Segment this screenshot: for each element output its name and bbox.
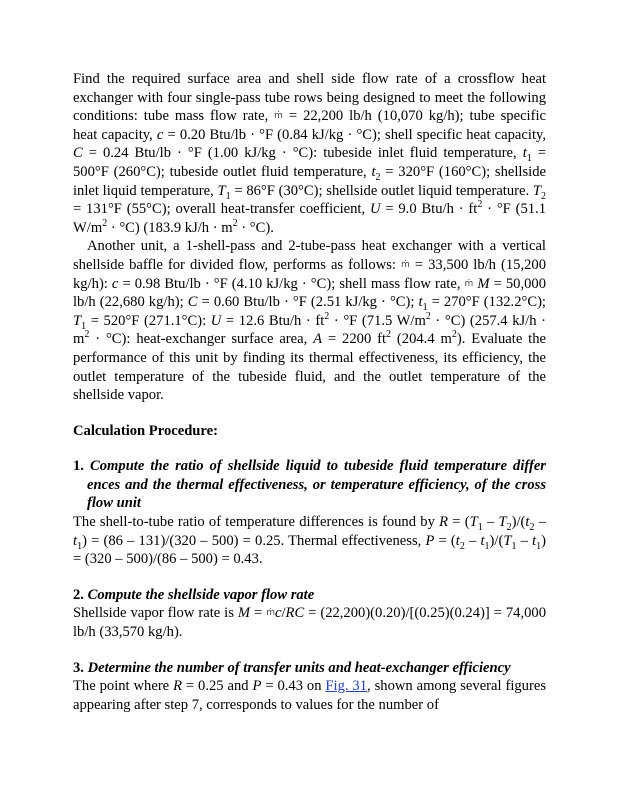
step-3-body: The point where R = 0.25 and P = 0.43 on Fig. 31, shown among several figures appearing after step 7, corresponds to values for the number of bbox=[73, 678, 546, 713]
document-page bbox=[73, 70, 546, 714]
m-dot-symbol: ṁ bbox=[274, 111, 283, 122]
fig-31-link[interactable]: Fig. 31 bbox=[325, 678, 368, 695]
m-dot-symbol: ṁ bbox=[401, 259, 410, 270]
step-1-title: 1. Compute the ratio of shellside liquid to tubeside fluid temperature differ ences and the thermal effectiveness, or temperature efficiency, of the cross flow unit bbox=[73, 458, 546, 512]
step-2-body: Shellside vapor flow rate is M = ṁc/RC = (22,200)(0.20)/[(0.25)(0.24)] = 74,000 lb/h (33,570 kg/h). bbox=[73, 605, 547, 641]
m-dot-symbol: ṁ bbox=[266, 608, 275, 619]
step-2-title: 2. Compute the shellside vapor flow rate bbox=[73, 586, 315, 603]
m-dot-symbol: ṁ bbox=[464, 278, 474, 289]
step-1-body: The shell-to-tube ratio of temperature differences is found by $R = (T_1 - T_2)/(t_2 - t_1) = (86 - 131)/(320 - 500) = 0.25$. Thermal effectiveness, $P = (t_2 - t_1)/(T_1 - t_1) = (320 - 500)/(86 - 500) = 0.43$. bbox=[73, 514, 547, 568]
intro-paragraph-2: Another unit, a 1-shell-pass and 2-tube-pass heat exchanger with a vertical shellside baffle for divided flow, performs as follows: ṁ = 33,500 lb/h (15,200 kg/h): c = 0.98 Btu/lb · °F (4.10 kJ/kg · °C); shell mass flow rate, ṁ M = 50,000 lb/h (22,680 kg/h); C = 0.60 Btu/lb · °F (2.51 kJ/kg · °C); $t_1 = 270^\circ F$ (132.2°C); $T_1 = 520^\circ F$ (271.1°C): U = 12.6 $Btu/h \cdot ft^2 \cdot ^\circ F$ (71.5 $W/m^2 \cdot ^\circ C$) (257.4 $kJ/h \cdot m^2 \cdot ^\circ C$): heat-exchanger surface area, A = 2200 $ft^2$ (204.4 $m^2$). Evaluate the performance of this unit by finding its thermal effectiveness, its efficiency, the outlet temperature of the tubeside fluid, and the outlet temperature of the shellside vapor. bbox=[73, 238, 547, 404]
step-3-title: 3. Determine the number of transfer units and heat-exchanger efficiency bbox=[73, 659, 511, 676]
intro-paragraph-1: Find the required surface area and shell side flow rate of a crossflow heat exchanger with four single-pass tube rows being designed to meet the following conditions: tube mass flow rate, ṁ = 22,200 lb/h (10,070 kg/h); tube specific heat capacity, c = 0.20 Btu/lb · °F (0.84 kJ/kg · °C); shell specific heat capacity, C = 0.24 Btu/lb · °F (1.00 kJ/kg · °C): tubeside inlet fluid temperature, $t_1 = 500^\circ F$ (260°C); tubeside outlet fluid temperature, $t_2 = 320^\circ F$ (160°C); shellside inlet liquid temperature, $T_1 = 86^\circ F$ (30°C); shellside outlet liquid temperature. $T_2 = 131^\circ F$ (55°C); overall heat-transfer coefficient, U = 9.0 $Btu/h \cdot ft^2 \cdot ^\circ F$ (51.1 $W/m^2 \cdot ^\circ C$) (183.9 $kJ/h \cdot m^2 \cdot ^\circ C$). bbox=[73, 71, 546, 236]
calculation-procedure-heading: Calculation Procedure: bbox=[73, 422, 218, 439]
